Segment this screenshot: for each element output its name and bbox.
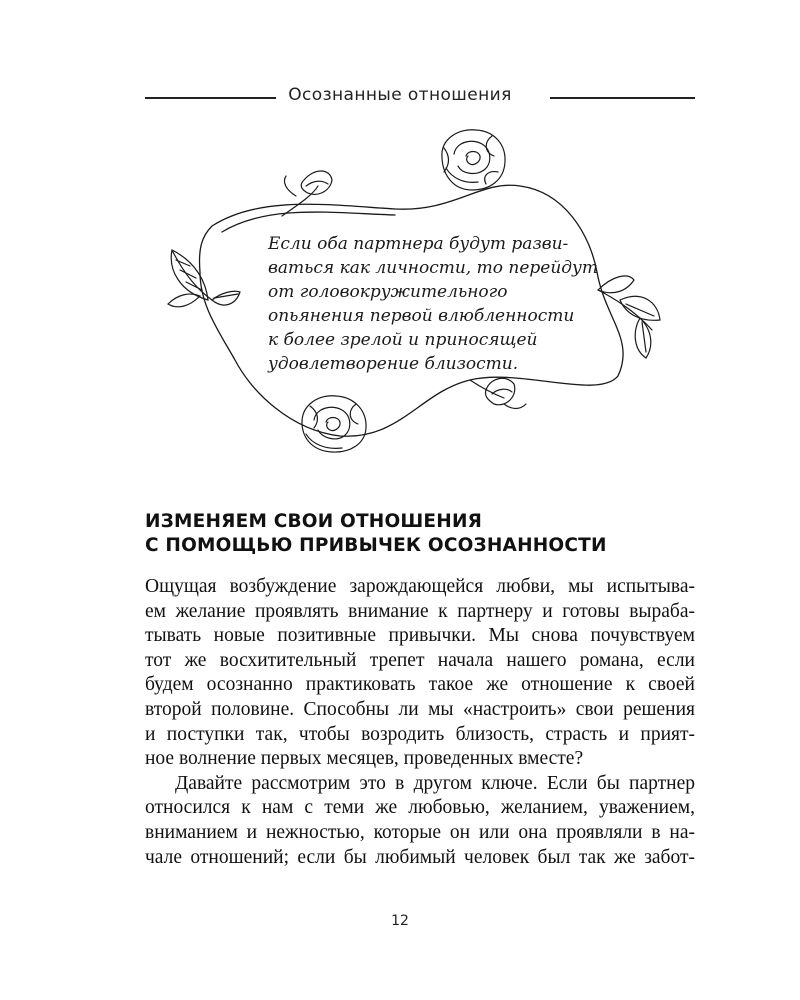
body-line: тот же восхитительный трепет начала нашего романа, если bbox=[145, 649, 695, 671]
running-header-title: Осознанные отношения bbox=[276, 85, 523, 105]
body-line: вниманием и нежностью, которые он или она проявляли в на- bbox=[145, 821, 695, 843]
page-number: 12 bbox=[391, 913, 409, 929]
body-line: чале отношений; если бы любимый человек был так же забот- bbox=[145, 846, 695, 868]
pull-quote-line: ваться как личности, то перейдут bbox=[268, 258, 599, 278]
body-line: Ощущая возбуждение зарождающейся любви, мы испытыва- bbox=[145, 576, 695, 597]
body-line: относился к нам с теми же любовью, желанием, уважением, bbox=[145, 797, 695, 819]
body-line: Давайте рассмотрим это в другом ключе. Если бы партнер bbox=[175, 772, 695, 794]
section-heading-line: С ПОМОЩЬЮ ПРИВЫЧЕК ОСОЗНАННОСТИ bbox=[145, 535, 607, 556]
body-line: и поступки так, чтобы возродить близость, страсть и прият- bbox=[145, 723, 695, 745]
rosebud-top-left-icon bbox=[282, 171, 332, 216]
pull-quote bbox=[268, 232, 608, 376]
body-text bbox=[145, 575, 695, 870]
pull-quote-line: удовлетворение близости. bbox=[268, 354, 519, 374]
rosebud-bottom-right-icon bbox=[470, 378, 526, 408]
section-heading-line: ИЗМЕНЯЕМ СВОИ ОТНОШЕНИЯ bbox=[145, 511, 483, 532]
leaf-sprig-left-icon bbox=[168, 250, 240, 307]
body-line: тывать новые позитивные привычки. Мы снова почувствуем bbox=[145, 625, 695, 647]
pull-quote-line: к более зрелой и приносящей bbox=[268, 330, 538, 350]
rose-icon bbox=[302, 396, 366, 452]
body-line: ем желание проявлять внимание к партнеру и готовы выраба- bbox=[145, 600, 695, 622]
body-line: второй половине. Способны ли мы «настроить» свои решения bbox=[145, 698, 695, 720]
frame-inner-stroke bbox=[222, 212, 395, 232]
rose-icon bbox=[442, 130, 505, 190]
section-heading bbox=[145, 510, 665, 558]
pull-quote-line: Если оба партнера будут разви- bbox=[268, 234, 569, 254]
pull-quote-line: опьянения первой влюбленности bbox=[268, 306, 575, 326]
body-line: будем осознанно практиковать такое же отношение к своей bbox=[145, 674, 695, 696]
pull-quote-line: от головокружительного bbox=[268, 282, 508, 302]
body-line: ное волнение первых месяцев, проведенных вместе? bbox=[145, 748, 584, 770]
